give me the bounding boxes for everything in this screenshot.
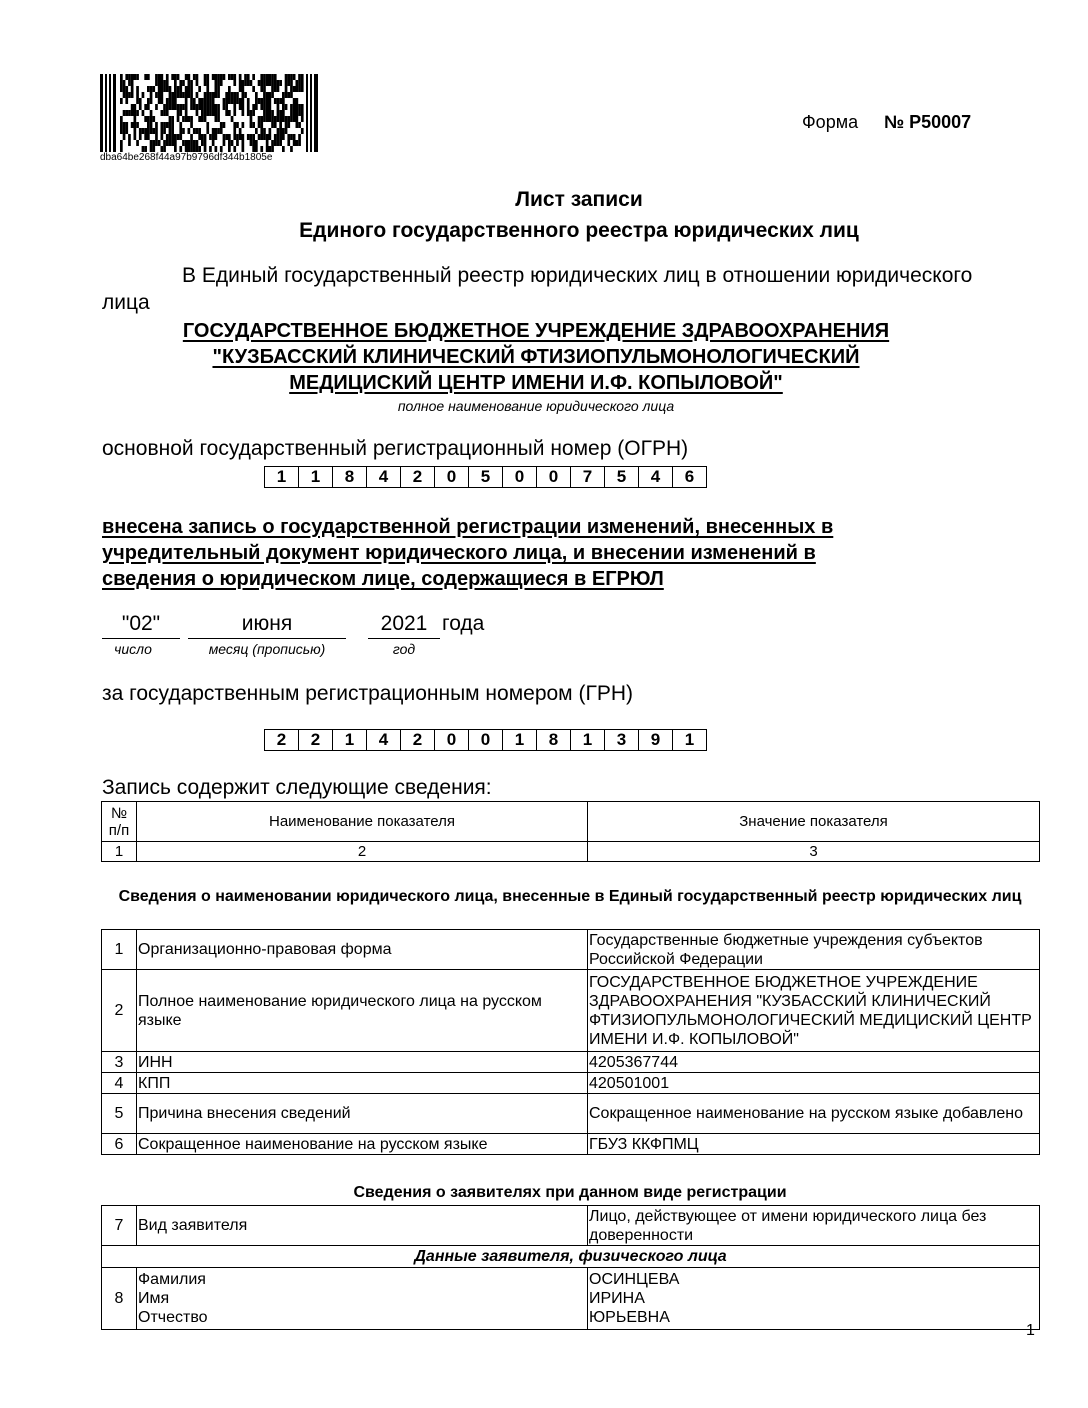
grn-digit: 3 [604, 729, 639, 751]
column-header-value: Значение показателя [588, 802, 1040, 842]
table-row [102, 970, 1040, 1052]
ogrn-digit: 7 [570, 466, 605, 488]
column-header-name: Наименование показателя [137, 802, 588, 842]
row-value: 420501001 [588, 1073, 1040, 1094]
grn-digit: 0 [468, 729, 503, 751]
document-title: Лист записи [515, 188, 643, 211]
form-number: № Р50007 [884, 112, 972, 132]
grn-label: за государственным регистрационным номером (ГРН) [102, 682, 633, 705]
intro-line-1: В Единый государственный реестр юридических лиц в отношении юридического [182, 264, 973, 287]
column-index: 2 [137, 842, 588, 862]
table-row [102, 1073, 1040, 1094]
barcode [100, 74, 318, 152]
row-name: КПП [137, 1073, 588, 1094]
first-name-value: ИРИНА [589, 1290, 645, 1307]
grn-digit: 2 [400, 729, 435, 751]
entry-statement-line: сведения о юридическом лице, содержащиеся в ЕГРЮЛ [102, 568, 664, 590]
document-subtitle: Единого государственного реестра юридических лиц [299, 219, 859, 242]
form-label: Форма [802, 112, 859, 132]
section-title-name-info: Сведения о наименовании юридического лица, внесенные в Единый государственный реестр юридических лиц [118, 888, 1022, 905]
row-value [588, 1268, 1040, 1330]
row-name [137, 1268, 588, 1330]
table-row [102, 1206, 1040, 1246]
row-name: Полное наименование юридического лица на русском языке [137, 970, 588, 1052]
date-day-caption: число [114, 641, 152, 657]
row-name: Причина внесения сведений [137, 1094, 588, 1134]
date-year: 2021 [368, 612, 440, 639]
row-value: ГОСУДАРСТВЕННОЕ БЮДЖЕТНОЕ УЧРЕЖДЕНИЕ ЗДРАВООХРАНЕНИЯ "КУЗБАССКИЙ КЛИНИЧЕСКИЙ ФТИЗИОПУЛЬМОНОЛОГИЧЕСКИЙ МЕДИЦИСКИЙ ЦЕНТР ИМЕНИ И.Ф. КОПЫЛОВОЙ" [588, 970, 1040, 1052]
organization-name-line: "КУЗБАССКИЙ КЛИНИЧЕСКИЙ ФТИЗИОПУЛЬМОНОЛОГИЧЕСКИЙ [212, 346, 860, 368]
ogrn-digit: 2 [400, 466, 435, 488]
table-row [102, 1134, 1040, 1155]
grn-digit: 1 [570, 729, 605, 751]
row-number: 7 [102, 1206, 137, 1246]
intro-line-2: лица [102, 291, 150, 314]
table-subheader-row [102, 1246, 1040, 1268]
row-name: Организационно-правовая форма [137, 930, 588, 970]
row-number: 8 [102, 1268, 137, 1330]
name-info-table [101, 929, 1040, 1155]
ogrn-digit: 0 [434, 466, 469, 488]
ogrn-digit: 1 [264, 466, 299, 488]
row-number: 3 [102, 1052, 137, 1073]
patronymic-value: ЮРЬЕВНА [589, 1309, 670, 1326]
barcode-hash: dba64be268f44a97b9796df344b1805e [100, 152, 273, 163]
ogrn-digit: 5 [468, 466, 503, 488]
ogrn-digit: 4 [638, 466, 673, 488]
entry-statement-line: учредительный документ юридического лица, и внесении изменений в [102, 542, 816, 564]
row-value: Государственные бюджетные учреждения субъектов Российской Федерации [588, 930, 1040, 970]
row-value: Лицо, действующее от имени юридического лица без доверенности [588, 1206, 1040, 1246]
grn-digit: 9 [638, 729, 673, 751]
grn-digit: 1 [502, 729, 537, 751]
entry-statement-line: внесена запись о государственной регистрации изменений, внесенных в [102, 516, 834, 538]
date-suffix: года [442, 612, 485, 635]
ogrn-digit: 8 [332, 466, 367, 488]
ogrn-digit: 5 [604, 466, 639, 488]
column-index: 3 [588, 842, 1040, 862]
grn-digit: 1 [672, 729, 707, 751]
ogrn-digit-boxes [265, 466, 707, 488]
row-number: 6 [102, 1134, 137, 1155]
organization-name-line: МЕДИЦИСКИЙ ЦЕНТР ИМЕНИ И.Ф. КОПЫЛОВОЙ" [289, 372, 783, 394]
ogrn-digit: 0 [502, 466, 537, 488]
row-number: 4 [102, 1073, 137, 1094]
column-header-number: № п/п [102, 802, 137, 842]
grn-digit: 0 [434, 729, 469, 751]
grn-digit-boxes [265, 729, 707, 751]
page-number: 1 [1026, 1322, 1035, 1339]
applicant-subheader: Данные заявителя, физического лица [102, 1246, 1040, 1268]
table-row [102, 1094, 1040, 1134]
ogrn-digit: 4 [366, 466, 401, 488]
table-row [102, 1052, 1040, 1073]
applicants-table [101, 1205, 1040, 1330]
date-month-caption: месяц (прописью) [208, 641, 326, 657]
row-name: Вид заявителя [137, 1206, 588, 1246]
date-month: июня [188, 612, 346, 639]
ogrn-digit: 1 [298, 466, 333, 488]
record-contents-intro: Запись содержит следующие сведения: [102, 776, 492, 799]
section-title-applicants: Сведения о заявителях при данном виде регистрации [353, 1184, 787, 1201]
row-value: Сокращенное наименование на русском языке добавлено [588, 1094, 1040, 1134]
patronymic-label: Отчество [138, 1309, 208, 1326]
grn-digit: 4 [366, 729, 401, 751]
grn-digit: 1 [332, 729, 367, 751]
ogrn-digit: 6 [672, 466, 707, 488]
table-row [102, 930, 1040, 970]
row-name: ИНН [137, 1052, 588, 1073]
organization-name-line: ГОСУДАРСТВЕННОЕ БЮДЖЕТНОЕ УЧРЕЖДЕНИЕ ЗДРАВООХРАНЕНИЯ [182, 320, 890, 342]
column-index: 1 [102, 842, 137, 862]
surname-value: ОСИНЦЕВА [589, 1271, 680, 1288]
row-name: Сокращенное наименование на русском языке [137, 1134, 588, 1155]
row-value: ГБУЗ ККФПМЦ [588, 1134, 1040, 1155]
ogrn-digit: 0 [536, 466, 571, 488]
grn-digit: 8 [536, 729, 571, 751]
grn-digit: 2 [298, 729, 333, 751]
row-number: 5 [102, 1094, 137, 1134]
row-number: 2 [102, 970, 137, 1052]
grn-digit: 2 [264, 729, 299, 751]
surname-label: Фамилия [138, 1271, 206, 1288]
organization-name-caption: полное наименование юридического лица [397, 398, 675, 414]
date-year-caption: год [392, 641, 416, 657]
row-value: 4205367744 [588, 1052, 1040, 1073]
table-row [102, 1268, 1040, 1330]
columns-header-table [101, 801, 1040, 862]
date-day: "02" [102, 612, 180, 639]
first-name-label: Имя [138, 1290, 170, 1307]
ogrn-label: основной государственный регистрационный номер (ОГРН) [102, 437, 689, 460]
row-number: 1 [102, 930, 137, 970]
